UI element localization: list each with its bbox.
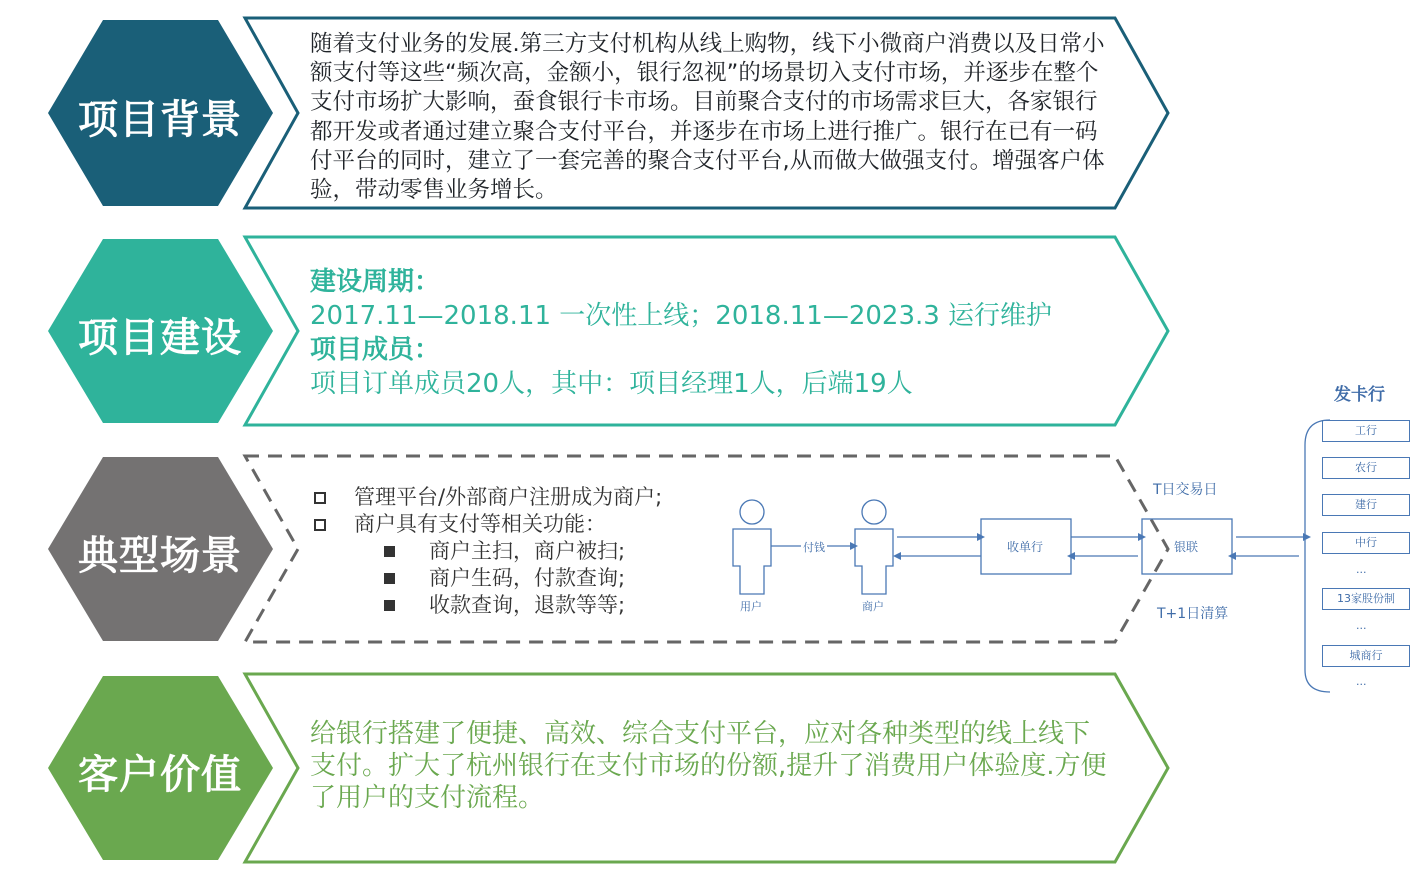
- value-text: 给银行搭建了便捷、高效、综合支付平台，应对各种类型的线上线下支付。扩大了杭州银行在支付市场的份额,提升了消费用户体验度.方便了用户的支付流程。: [310, 719, 1107, 813]
- list-item: 管理平台/外部商户注册成为商户;: [312, 484, 662, 511]
- bank-icbc: 工行: [1322, 420, 1410, 442]
- list-item: 商户生码，付款查询;: [312, 565, 662, 592]
- issuer-title: 发卡行: [1334, 385, 1385, 405]
- list-item: 收款查询，退款等等;: [312, 592, 662, 619]
- construction-title: 项目建设: [78, 315, 242, 361]
- bank-joint-stock: 13家股份制: [1322, 588, 1410, 610]
- bank-abc: 农行: [1322, 457, 1410, 479]
- ellipsis: ...: [1356, 675, 1367, 688]
- checkbox-bullet-icon: [314, 519, 326, 531]
- period-text: 2017.11—2018.11 一次性上线；2018.11—2023.3 运行维护: [310, 301, 1053, 331]
- square-bullet-icon: [384, 573, 395, 584]
- acquirer-label: 收单行: [1007, 540, 1044, 554]
- members-label: 项目成员：: [310, 335, 441, 365]
- bank-ccb: 建行: [1322, 494, 1410, 516]
- background-text: 随着支付业务的发展.第三方支付机构从线上购物，线下小微商户消费以及日常小额支付等这些“频次高，金额小，银行忽视”的场景切入支付市场，并逐步在整个支付市场扩大影响，蚕食银行卡市场。目前聚合支付的市场需求巨大，各家银行都开发或者通过建立聚合支付平台，并逐步在市场上进行推广。银行在已有一码付平台的同时，建立了一套完善的聚合支付平台,从而做大做强支付。增强客户体验，带动零售业务增长。: [310, 31, 1105, 204]
- scenario-title: 典型场景: [78, 533, 242, 579]
- background-title: 项目背景: [78, 97, 242, 143]
- bank-boc: 中行: [1322, 532, 1410, 554]
- square-bullet-icon: [384, 600, 395, 611]
- bank-city-commercial: 城商行: [1322, 645, 1410, 667]
- list-item: 商户具有支付等相关功能：: [312, 511, 662, 538]
- user-icon-body: [733, 529, 771, 594]
- value-title: 客户价值: [78, 752, 242, 798]
- period-label: 建设周期：: [310, 267, 441, 297]
- merchant-icon-body: [855, 529, 893, 594]
- merchant-icon-head: [862, 500, 886, 524]
- members-text: 项目订单成员20人，其中：项目经理1人，后端19人: [310, 369, 913, 399]
- unionpay-label: 银联: [1174, 540, 1199, 554]
- merchant-label: 商户: [862, 600, 884, 613]
- list-item: 商户主扫，商户被扫;: [312, 538, 662, 565]
- user-label: 用户: [740, 600, 762, 613]
- pay-label: 付钱: [803, 541, 825, 554]
- t1-clearing-label: T+1日清算: [1157, 606, 1229, 622]
- square-bullet-icon: [384, 546, 395, 557]
- ellipsis: ...: [1356, 563, 1367, 576]
- scenario-bullets: [312, 484, 662, 619]
- t-day-label: T日交易日: [1153, 482, 1218, 498]
- ellipsis: ...: [1356, 619, 1367, 632]
- user-icon-head: [740, 500, 764, 524]
- construction-details: [310, 265, 1130, 401]
- checkbox-bullet-icon: [314, 492, 326, 504]
